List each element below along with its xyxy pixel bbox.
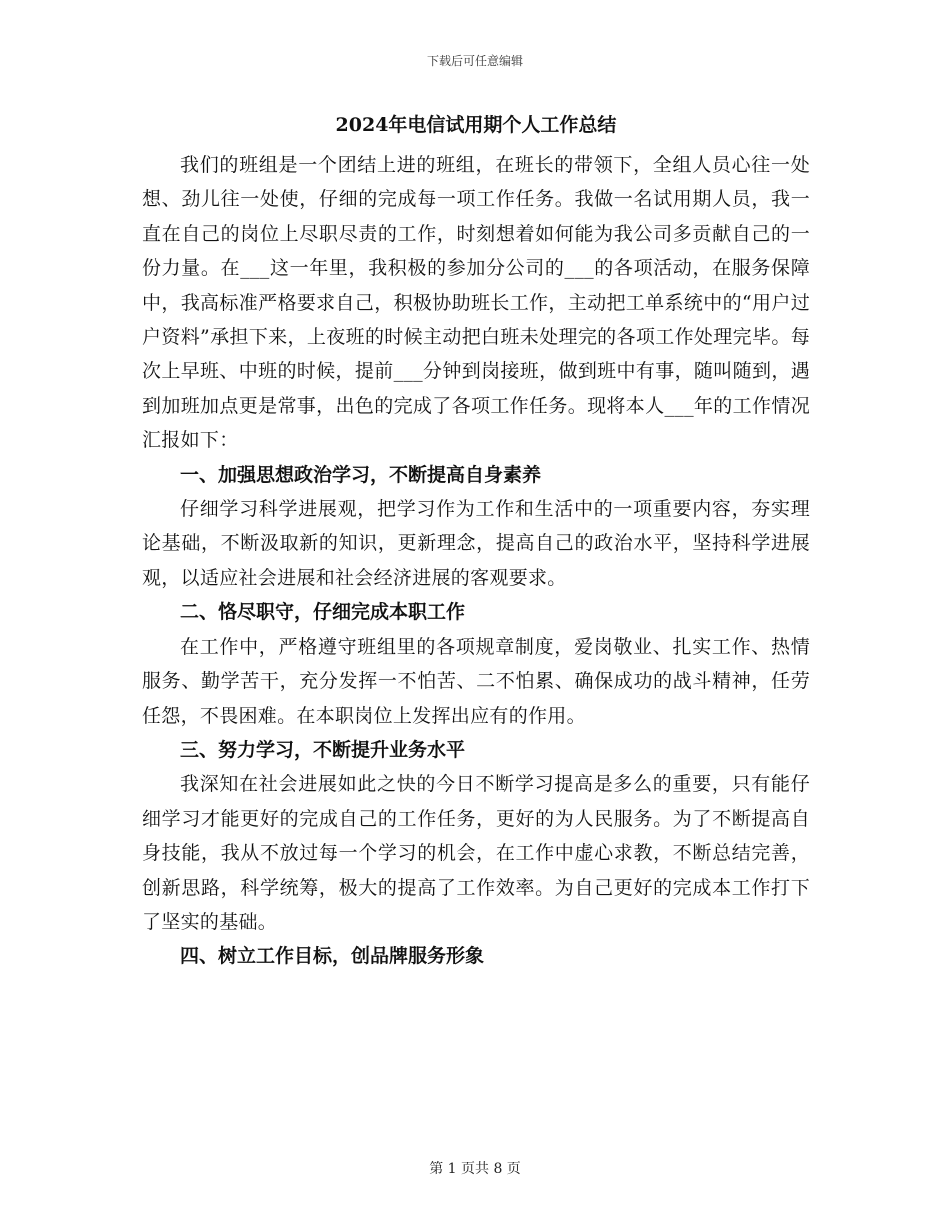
section-heading-3: 三、努力学习，不断提升业务水平 — [180, 738, 466, 761]
section-body-3: 我深知在社会进展如此之快的今日不断学习提高是多么的重要，只有能仔细学习才能更好的完成自己的工作任务，更好的为人民服务。为了不断提高自身技能，我从不放过每一个学习的机会，在工作中虚心求教，不断总结完善，创新思路，科学统筹，极大的提高了工作效率。为自己更好的完成本工作打下了坚实的基础。 — [142, 773, 810, 933]
intro-paragraph: 我们的班组是一个团结上进的班组，在班长的带领下，全组人员心往一处想、劲儿往一处使，仔细的完成每一项工作任务。我做一名试用期人员，我一直在自己的岗位上尽职尽责的工作，时刻想着如何能为我公司多贡献自己的一份力量。在___这一年里，我积极的参加分公司的___的各项活动，在服务保障中，我高标准严格要求自己，积极协助班长工作，主动把工单系统中的“用户过户资料”承担下来，上夜班的时候主动把白班未处理完的各项工作处理完毕。每次上早班、中班的时候，提前___分钟到岗接班，做到班中有事，随叫随到，遇到加班加点更是常事，出色的完成了各项工作任务。现将本人___年的工作情况汇报如下： — [142, 154, 810, 452]
section-heading-1: 一、加强思想政治学习，不断提高自身素养 — [180, 463, 542, 486]
document-title: 2024年电信试用期个人工作总结 — [335, 114, 617, 136]
page-header-note: 下载后可任意编辑 — [426, 54, 523, 68]
page-number: 第 1 页共 8 页 — [429, 1161, 521, 1177]
document-body — [142, 110, 810, 974]
section-heading-4: 四、树立工作目标，创品牌服务形象 — [180, 945, 485, 968]
section-body-1: 仔细学习科学进展观，把学习作为工作和生活中的一项重要内容，夯实理论基础，不断汲取新的知识，更新理念，提高自己的政治水平，坚持科学进展观，以适应社会进展和社会经济进展的客观要求。 — [142, 498, 810, 589]
section-heading-2: 二、恪尽职守，仔细完成本职工作 — [180, 601, 466, 624]
section-body-2: 在工作中，严格遵守班组里的各项规章制度，爱岗敬业、扎实工作、热情服务、勤学苦干，充分发挥一不怕苦、二不怕累、确保成功的战斗精神，任劳任怨，不畏困难。在本职岗位上发挥出应有的作用。 — [142, 635, 810, 727]
